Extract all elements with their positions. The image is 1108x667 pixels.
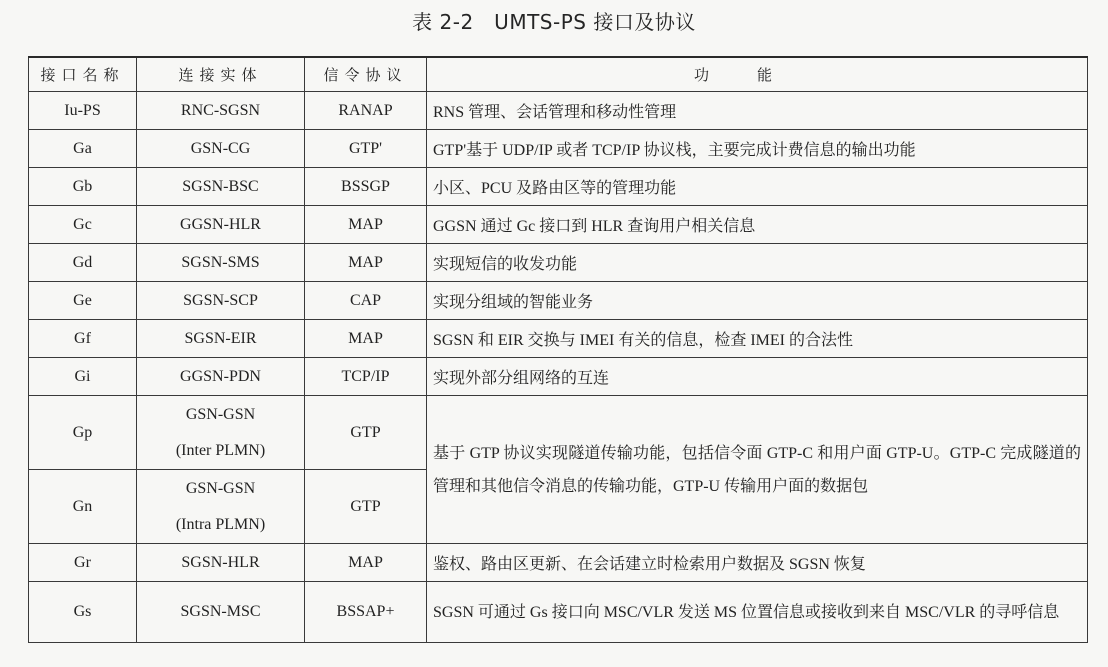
cell-protocol: GTP (305, 396, 427, 470)
cell-function: 小区、PCU 及路由区等的管理功能 (427, 168, 1088, 206)
cell-connected-entity: GGSN-PDN (137, 358, 305, 396)
cell-protocol: MAP (305, 544, 427, 582)
header-connected-entity: 连接实体 (137, 57, 305, 92)
cell-connected-entity: GSN-CG (137, 130, 305, 168)
table-row-ge (29, 282, 1088, 320)
entity-line: GSN-GSN (185, 479, 256, 497)
cell-interface-name: Ga (29, 130, 137, 168)
cell-function: GGSN 通过 Gc 接口到 HLR 查询用户相关信息 (427, 206, 1088, 244)
cell-connected-entity: GGSN-HLR (137, 206, 305, 244)
table-row-gs (29, 582, 1088, 643)
cell-protocol: CAP (305, 282, 427, 320)
cell-interface-name: Iu-PS (29, 92, 137, 130)
cell-function: SGSN 可通过 Gs 接口向 MSC/VLR 发送 MS 位置信息或接收到来自 MSC/VLR 的寻呼信息 (427, 582, 1088, 643)
cell-connected-entity: SGSN-SCP (137, 282, 305, 320)
cell-interface-name: Gf (29, 320, 137, 358)
header-row (29, 57, 1088, 92)
table-row-gc (29, 206, 1088, 244)
cell-function: RNS 管理、会话管理和移动性管理 (427, 92, 1088, 130)
interface-protocol-table (28, 56, 1088, 643)
cell-connected-entity (137, 396, 305, 470)
cell-protocol: MAP (305, 244, 427, 282)
cell-function: 实现短信的收发功能 (427, 244, 1088, 282)
table-row-gi (29, 358, 1088, 396)
cell-connected-entity: SGSN-HLR (137, 544, 305, 582)
cell-protocol: MAP (305, 320, 427, 358)
cell-function-merged: 基于 GTP 协议实现隧道传输功能，包括信令面 GTP-C 和用户面 GTP-U。GTP-C 完成隧道的管理和其他信令消息的传输功能，GTP-U 传输用户面的数据包 (427, 396, 1088, 544)
cell-interface-name: Gn (29, 470, 137, 544)
cell-function: GTP'基于 UDP/IP 或者 TCP/IP 协议栈，主要完成计费信息的输出功能 (427, 130, 1088, 168)
cell-protocol: TCP/IP (305, 358, 427, 396)
cell-connected-entity: SGSN-EIR (137, 320, 305, 358)
cell-protocol: RANAP (305, 92, 427, 130)
cell-connected-entity (137, 470, 305, 544)
cell-function: 鉴权、路由区更新、在会话建立时检索用户数据及 SGSN 恢复 (427, 544, 1088, 582)
table-row-gd (29, 244, 1088, 282)
entity-line-detail: (Intra PLMN) (175, 515, 266, 533)
cell-function: 实现分组域的智能业务 (427, 282, 1088, 320)
cell-connected-entity: SGSN-MSC (137, 582, 305, 643)
table-row-gb (29, 168, 1088, 206)
cell-connected-entity: SGSN-SMS (137, 244, 305, 282)
table-row-gp (29, 396, 1088, 470)
cell-interface-name: Gp (29, 396, 137, 470)
header-signaling-protocol: 信令协议 (305, 57, 427, 92)
cell-connected-entity: SGSN-BSC (137, 168, 305, 206)
cell-interface-name: Gc (29, 206, 137, 244)
cell-interface-name: Gs (29, 582, 137, 643)
table-row-iu-ps (29, 92, 1088, 130)
table-row-gf (29, 320, 1088, 358)
table-row-ga (29, 130, 1088, 168)
cell-interface-name: Ge (29, 282, 137, 320)
cell-function: 实现外部分组网络的互连 (427, 358, 1088, 396)
entity-line-detail: (Inter PLMN) (175, 441, 266, 459)
cell-interface-name: Gb (29, 168, 137, 206)
cell-protocol: BSSAP+ (305, 582, 427, 643)
header-function: 功能 (427, 57, 1088, 92)
entity-line: GSN-GSN (185, 405, 256, 423)
cell-protocol: MAP (305, 206, 427, 244)
table-caption: 表 2-2 UMTS-PS 接口及协议 (412, 10, 696, 34)
cell-connected-entity: RNC-SGSN (137, 92, 305, 130)
cell-function: SGSN 和 EIR 交换与 IMEI 有关的信息，检查 IMEI 的合法性 (427, 320, 1088, 358)
header-interface-name: 接口名称 (29, 57, 137, 92)
cell-interface-name: Gi (29, 358, 137, 396)
cell-interface-name: Gr (29, 544, 137, 582)
cell-protocol: BSSGP (305, 168, 427, 206)
cell-protocol: GTP' (305, 130, 427, 168)
cell-interface-name: Gd (29, 244, 137, 282)
table-row-gr (29, 544, 1088, 582)
cell-protocol: GTP (305, 470, 427, 544)
